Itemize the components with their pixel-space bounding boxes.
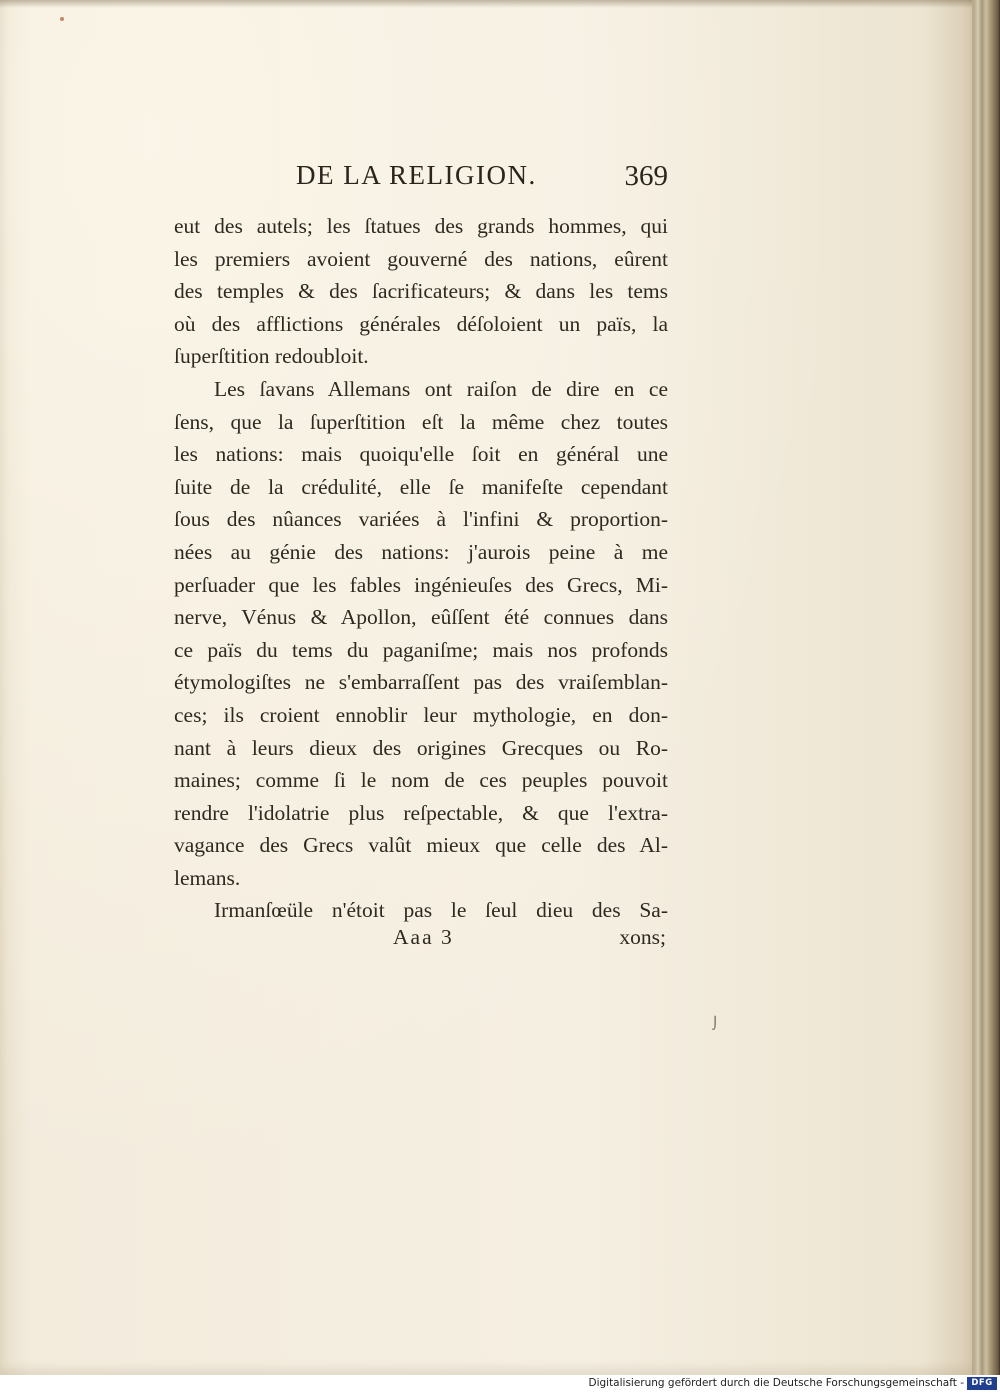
text-line: les premiers avoient gouverné des nations, eûrent (174, 246, 668, 271)
running-head (296, 160, 668, 196)
dfg-logo-icon: DFG (967, 1377, 997, 1390)
digitization-credit: Digitalisierung gefördert durch die Deutsche Forschungsgemeinschaft - (588, 1377, 964, 1389)
text-line: nant à leurs dieux des origines Grecques ou Ro- (174, 735, 668, 760)
catchword: xons; (619, 925, 666, 949)
page-stack-edge (970, 0, 1000, 1380)
text-line: ſous des nûances variées à l'infini & proportion- (174, 507, 668, 532)
footer-bar (0, 1375, 1000, 1393)
page-number: 369 (624, 160, 668, 192)
text-line: Irmanſœüle n'étoit pas le ſeul dieu des Sa- (214, 898, 668, 923)
text-line: nerve, Vénus & Apollon, eûſſent été connues dans (174, 605, 668, 630)
page-top-shadow (0, 0, 972, 8)
text-line: perſuader que les fables ingénieuſes des Grecs, Mi- (174, 572, 668, 597)
text-line: lemans. (174, 865, 241, 890)
text-line: rendre l'idolatrie plus reſpectable, & que l'extra- (174, 800, 668, 825)
running-title: DE LA RELIGION. (296, 160, 537, 190)
body-text (174, 210, 668, 927)
text-line: nées au génie des nations: j'aurois peine à me (174, 539, 668, 564)
paper-speck (60, 17, 64, 21)
text-line: où des afflictions générales déſoloient un païs, la (174, 311, 668, 336)
text-line: des temples & des ſacrificateurs; & dans les tems (174, 279, 668, 304)
pencil-mark: ⌡ (712, 1016, 719, 1030)
text-line: ſens, que la ſuperſtition eſt la même chez toutes (174, 409, 668, 434)
text-line: ſuite de la crédulité, elle ſe manifeſte cependant (174, 474, 668, 499)
text-line: ſuperſtition redoubloit. (174, 344, 369, 369)
signature-mark: Aaa 3 (393, 925, 454, 949)
text-line: eut des autels; les ſtatues des grands hommes, qui (174, 214, 668, 238)
text-line: vagance des Grecs valût mieux que celle des Al- (174, 833, 668, 858)
text-line: ces; ils croient ennoblir leur mythologie, en don- (174, 702, 668, 727)
text-line: les nations: mais quoiqu'elle ſoit en général une (174, 442, 668, 467)
text-line: maines; comme ſi le nom de ces peuples pouvoit (174, 768, 668, 793)
text-line: étymologiſtes ne s'embarraſſent pas des vraiſemblan- (174, 670, 668, 695)
text-line: ce païs du tems du paganiſme; mais nos profonds (174, 637, 668, 662)
text-line: Les ſavans Allemans ont raiſon de dire en ce (214, 376, 668, 401)
